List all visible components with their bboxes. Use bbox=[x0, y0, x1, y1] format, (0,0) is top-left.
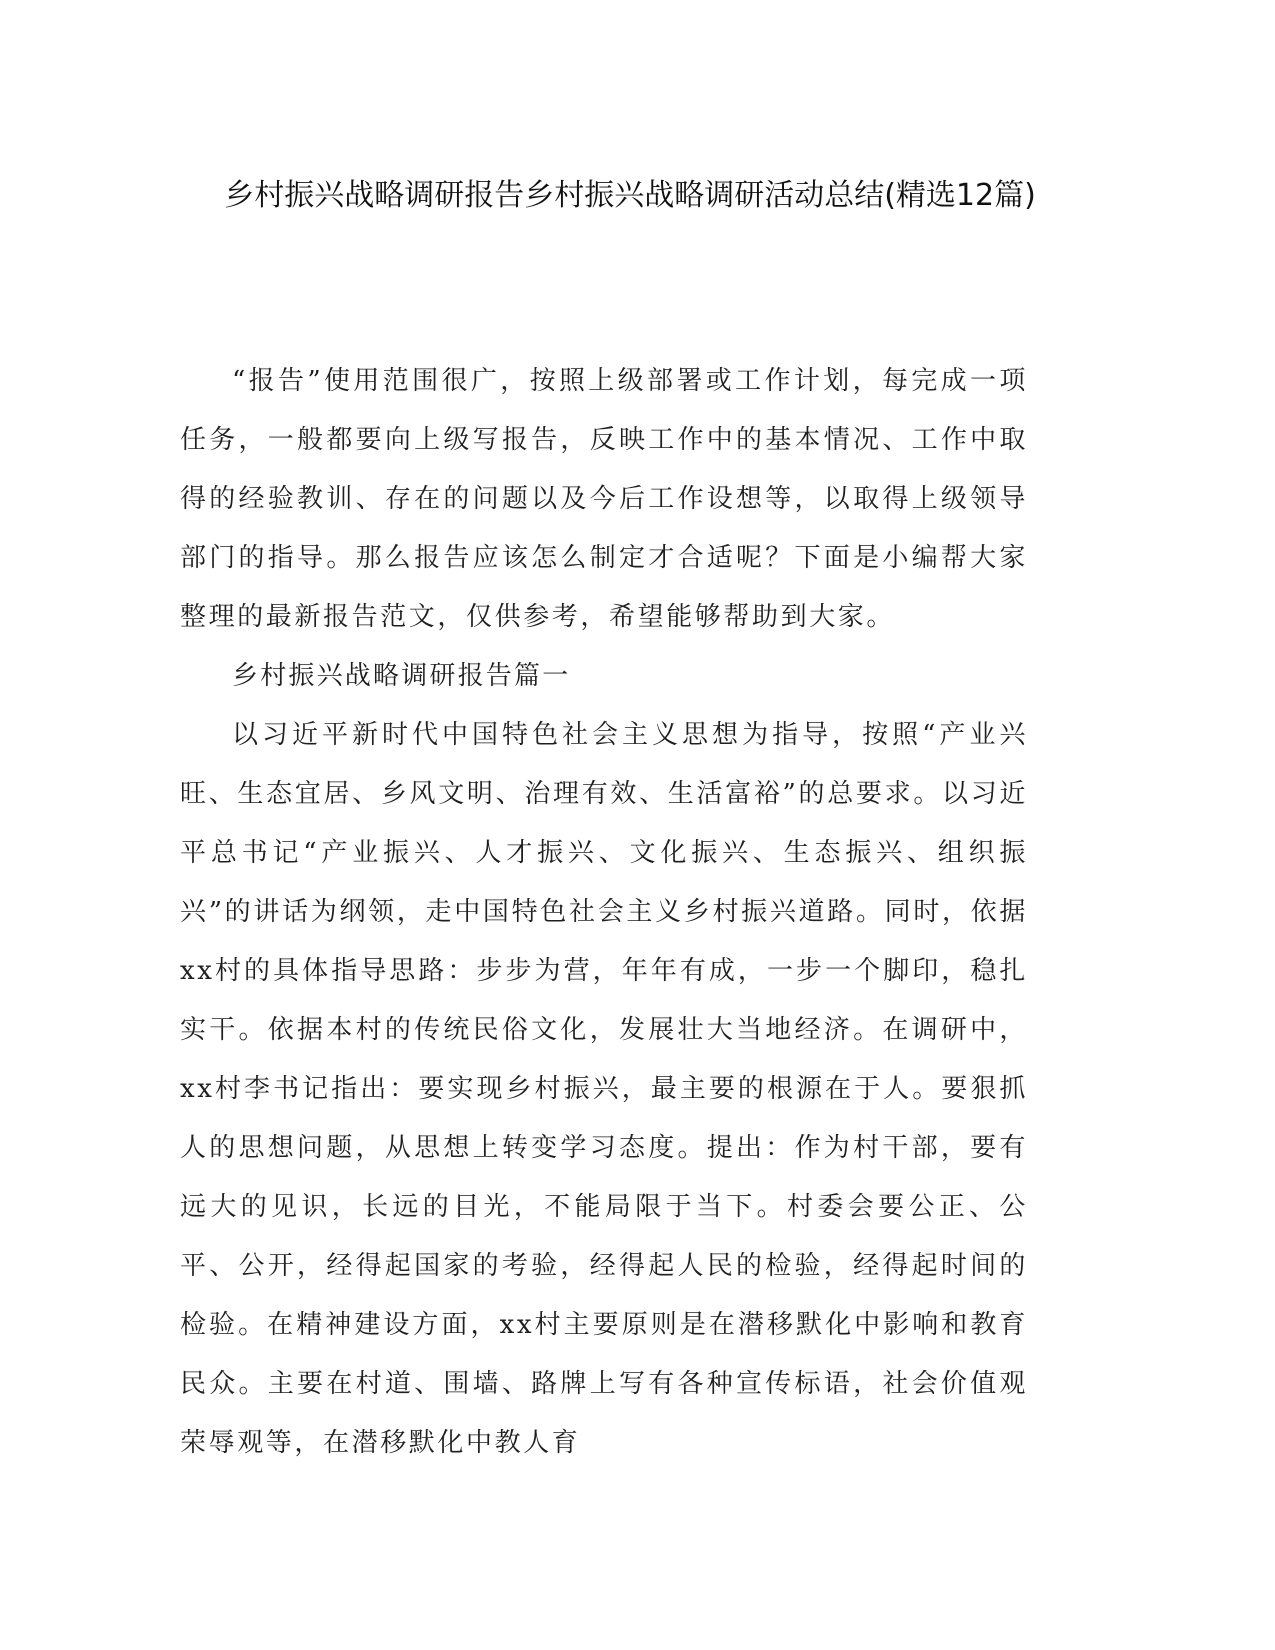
section-heading: 乡村振兴战略调研报告篇一 bbox=[232, 661, 571, 691]
intro-paragraph: “报告”使用范围很广，按照上级部署或工作计划，每完成一项任务，一般都要向上级写报告，反映工作中的基本情况、工作中取得的经验教训、存在的问题以及今后工作设想等，以取得上级领导部门的指导。那么报告应该怎么制定才合适呢？下面是小编帮大家整理的最新报告范文，仅供参考，希望能够帮助到大家。 bbox=[180, 366, 1028, 632]
body-paragraph: 以习近平新时代中国特色社会主义思想为指导，按照“产业兴旺、生态宜居、乡风文明、治理有效、生活富裕”的总要求。以习近平总书记“产业振兴、人才振兴、文化振兴、生态振兴、组织振兴”的讲话为纲领，走中国特色社会主义乡村振兴道路。同时，依据xx村的具体指导思路：步步为营，年年有成，一步一个脚印，稳扎实干。依据本村的传统民俗文化，发展壮大当地经济。在调研中，xx村李书记指出：要实现乡村振兴，最主要的根源在于人。要狠抓人的思想问题，从思想上转变学习态度。提出：作为村干部，要有远大的见识，长远的目光，不能局限于当下。村委会要公正、公平、公开，经得起国家的考验，经得起人民的检验，经得起时间的检验。在精神建设方面，xx村主要原则是在潜移默化中影响和教育民众。主要在村道、围墙、路牌上写有各种宣传标语，社会价值观荣辱观等，在潜移默化中教人育 bbox=[180, 720, 1028, 1458]
document-title: 乡村振兴战略调研报告乡村振兴战略调研活动总结(精选12篇) bbox=[224, 178, 1036, 213]
document-body bbox=[180, 352, 1028, 1473]
